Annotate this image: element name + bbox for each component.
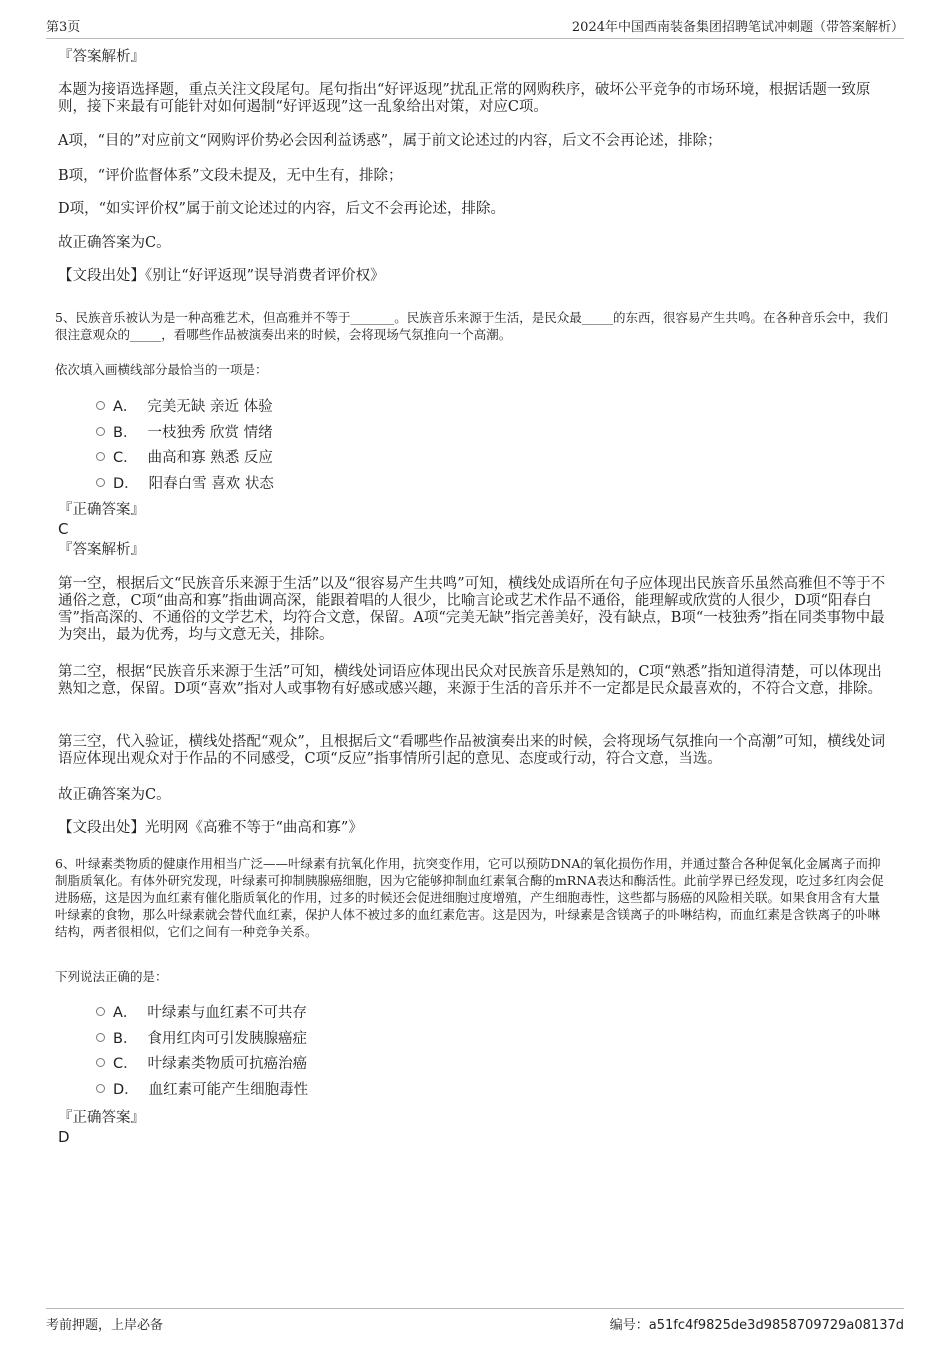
page-header [46, 16, 904, 39]
document-code [610, 1314, 904, 1333]
q6-options [96, 999, 308, 1101]
radio-icon[interactable] [96, 401, 105, 410]
radio-icon[interactable] [96, 452, 105, 461]
document-title: 2024年中国西南装备集团招聘笔试冲刺题（带答案解析） [571, 20, 904, 35]
q5-option-d[interactable]: D． 阳春白雪 喜欢 状态 [96, 470, 274, 496]
q4-analysis-paragraph: B项，“评价监督体系”文段未提及，无中生有，排除； [58, 168, 403, 184]
q4-analysis-paragraph: D项，“如实评价权”属于前文论述过的内容，后文不会再论述，排除。 [58, 201, 505, 217]
q5-analysis-heading: 『答案解析』 [58, 542, 145, 558]
q4-analysis-heading: 『答案解析』 [58, 49, 145, 65]
q5-analysis-paragraph: 第二空，根据“民族音乐来源于生活”可知，横线处词语应体现出民众对民族音乐是熟知的，C项“熟悉”指知道得清楚，可以体现出熟知之意，保留。D项“喜欢”指对人或事物有好感或感兴趣，来源于生活的音乐并不一定都是民众最喜欢的，不符合文意，排除。 [58, 664, 882, 697]
radio-icon[interactable] [96, 427, 105, 436]
q5-source: 【文段出处】光明网《高雅不等于“曲高和寡”》 [58, 820, 363, 836]
q4-analysis-paragraph: 本题为接语选择题，重点关注文段尾句。尾句指出“好评返现”扰乱正常的网购秩序，破坏公平竞争的市场环境，根据话题一致原则，接下来最有可能针对如何遏制“好评返现”这一乱象给出对策，对应C项。 [58, 82, 871, 115]
q5-analysis-paragraph: 第一空，根据后文“民族音乐来源于生活”以及“很容易产生共鸣”可知，横线处成语所在句子应体现出民族音乐虽然高雅但不等于不通俗之意，C项“曲高和寡”指曲调高深，能跟着唱的人很少，比喻言论或艺术作品不通俗，能理解或欣赏的人很少，D项“阳春白雪”指高深的、不通俗的文学艺术，均符合文意，保留。A项“完美无缺”指完善美好，没有缺点，B项“一枝独秀”指在同类事物中最为突出，最为优秀，均与文意无关，排除。 [58, 576, 886, 643]
q5-conclusion: 故正确答案为C。 [58, 787, 171, 803]
q5-option-c[interactable]: C． 曲高和寡 熟悉 反应 [96, 444, 274, 470]
footer-slogan: 考前押题，上岸必备 [46, 1318, 164, 1333]
q6-prompt: 下列说法正确的是： [55, 969, 168, 984]
q5-option-b[interactable]: B． 一枝独秀 欣赏 情绪 [96, 419, 274, 445]
code-label: 编号： [609, 1318, 649, 1333]
q6-stem: 6、叶绿素类物质的健康作用相当广泛——叶绿素有抗氧化作用，抗突变作用，它可以预防DNA的氧化损伤作用，并通过螯合各种促氧化金属离子而抑制脂质氧化。有体外研究发现，叶绿素可抑制胰腺癌细胞，因为它能够抑制血红素氧合酶的mRNA表达和酶活性。此前学界已经发现，吃过多红肉会促进肠癌，这是因为血红素有催化脂质氧化的作用，过多的时候还会促进细胞过度增殖，产生细胞毒性，这些都与肠癌的风险相关联。如果食用含有大量叶绿素的食物，那么叶绿素就会替代血红素，保护人体不被过多的血红素危害。这是因为，叶绿素是含镁离子的卟啉结构，而血红素是含铁离子的卟啉结构，两者很相似，它们之间有一种竞争关系。 [55, 856, 884, 939]
q5-prompt: 依次填入画横线部分最恰当的一项是： [55, 362, 268, 377]
q5-analysis-paragraph: 第三空，代入验证，横线处搭配“观众”，且根据后文“看哪些作品被演奏出来的时候，会将现场气氛推向一个高潮”可知，横线处词语应体现出观众对于作品的不同感受，C项“反应”指事情所引起的意见、态度或行动，符合文意，当选。 [58, 734, 886, 767]
q6-answer: D [58, 1128, 70, 1146]
q5-stem: 5、民族音乐被认为是一种高雅艺术，但高雅并不等于_______。民族音乐来源于生活，是民众最_____的东西，很容易产生共鸣。在各种音乐会中，我们很注意观众的_____，看哪些作品被演奏出来的时候，会将现场气氛推向一个高潮。 [55, 310, 888, 342]
q5-options [96, 393, 274, 495]
q6-answer-heading: 『正确答案』 [58, 1110, 145, 1126]
q6-option-d[interactable]: D． 血红素可能产生细胞毒性 [96, 1076, 308, 1102]
q5-option-a[interactable]: A． 完美无缺 亲近 体验 [96, 393, 274, 419]
radio-icon[interactable] [96, 478, 105, 487]
radio-icon[interactable] [96, 1033, 105, 1042]
q4-analysis-paragraph: A项，“目的”对应前文“网购评价势必会因利益诱惑”，属于前文论述过的内容，后文不会再论述，排除； [58, 133, 722, 149]
page-footer [46, 1308, 904, 1333]
code-value: a51fc4f9825de3d9858709729a08137d [648, 1318, 904, 1333]
q5-answer: C [58, 520, 69, 538]
radio-icon[interactable] [96, 1007, 105, 1016]
q4-source: 【文段出处】《别让“好评返现”误导消费者评价权》 [58, 268, 385, 284]
q6-option-b[interactable]: B． 食用红肉可引发胰腺癌症 [96, 1025, 308, 1051]
radio-icon[interactable] [96, 1084, 105, 1093]
q5-answer-heading: 『正确答案』 [58, 502, 145, 518]
q6-option-c[interactable]: C． 叶绿素类物质可抗癌治癌 [96, 1050, 308, 1076]
q4-conclusion: 故正确答案为C。 [58, 235, 171, 251]
page-number: 第3页 [46, 20, 81, 35]
radio-icon[interactable] [96, 1058, 105, 1067]
q6-option-a[interactable]: A． 叶绿素与血红素不可共存 [96, 999, 308, 1025]
